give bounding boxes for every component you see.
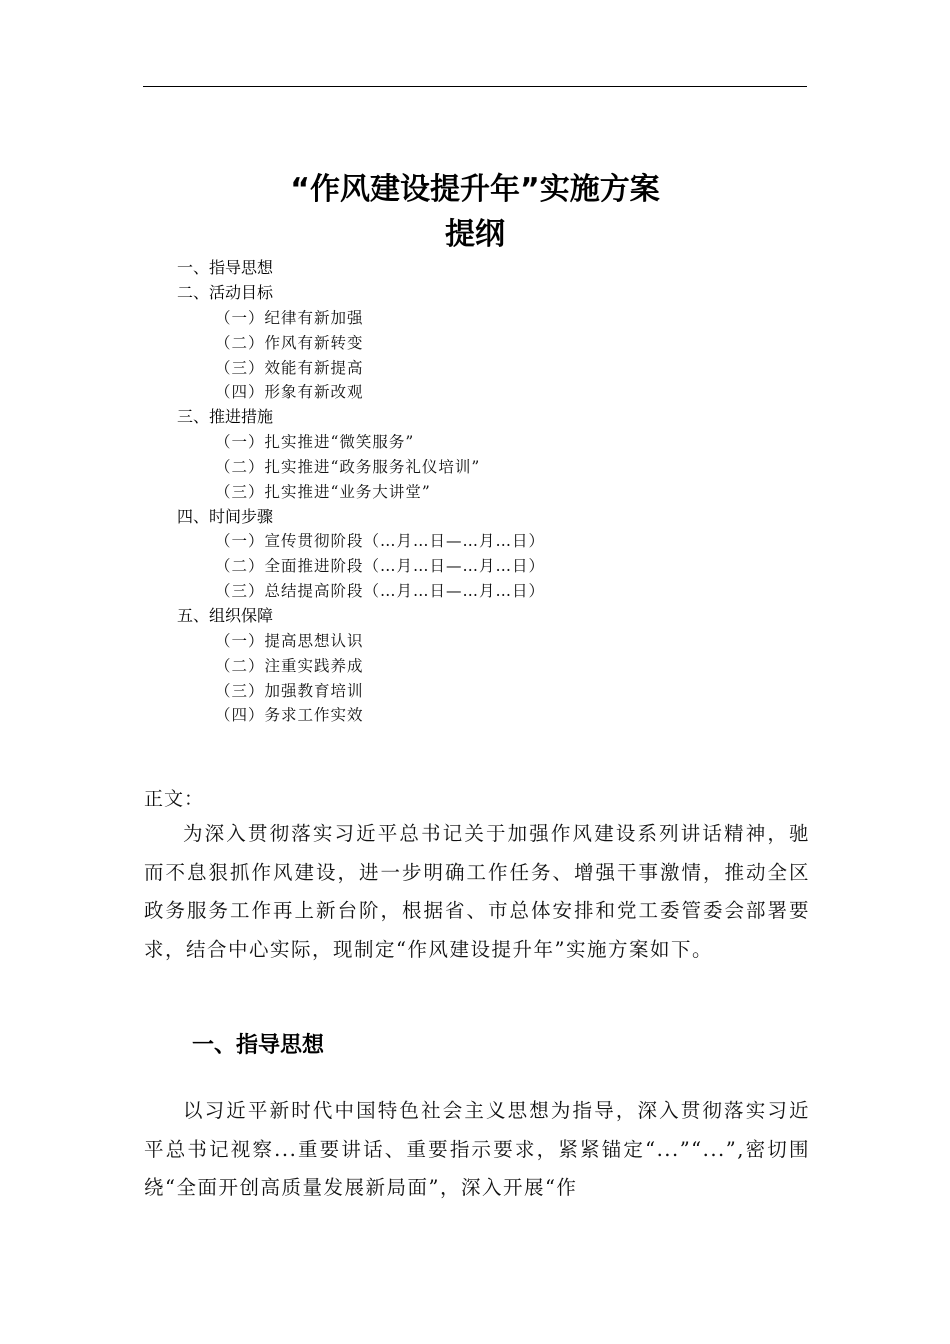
outline-item: （一）提高思想认识	[215, 632, 364, 650]
outline-section: 四、时间步骤	[177, 507, 274, 526]
intro-paragraph: 为深入贯彻落实习近平总书记关于加强作风建设系列讲话精神，驰而不息狠抓作风建设，进一步明确工作任务、增强干事激情，推动全区政务服务工作再上新台阶，根据省、市总体安排和党工委管委会部署要求，结合中心实际，现制定“作风建设提升年”实施方案如下。	[144, 822, 810, 961]
outline-section: 五、组织保障	[177, 606, 274, 625]
outline-item: （三）加强教育培训	[215, 682, 364, 700]
outline-item: （一）扎实推进“微笑服务”	[215, 433, 415, 451]
outline-section: 三、推进措施	[177, 407, 274, 426]
outline-item: （四）务求工作实效	[215, 706, 364, 724]
outline-section: 一、指导思想	[177, 258, 274, 277]
outline-item: （三）扎实推进“业务大讲堂”	[215, 483, 431, 501]
header-rule	[143, 86, 807, 87]
outline-item: （三）总结提高阶段（…月…日—…月…日）	[215, 582, 546, 600]
document-title: “作风建设提升年”实施方案	[290, 172, 660, 207]
outline-item: （一）纪律有新加强	[215, 309, 364, 327]
body-label: 正文：	[144, 788, 205, 810]
document-subtitle: 提纲	[445, 217, 505, 252]
outline-item: （二）注重实践养成	[215, 657, 364, 675]
outline-item: （二）全面推进阶段（…月…日—…月…日）	[215, 557, 546, 575]
outline-section: 二、活动目标	[177, 283, 274, 302]
section-paragraph: 以习近平新时代中国特色社会主义思想为指导，深入贯彻落实习近平总书记视察...重要讲话、重要指示要求，紧紧锚定“...”“...”,密切围绕“全面开创高质量发展新局面”，深入开展“作	[144, 1099, 810, 1199]
outline-item: （四）形象有新改观	[215, 383, 364, 401]
outline-item: （一）宣传贯彻阶段（…月…日—…月…日）	[215, 532, 546, 550]
outline-item: （二）扎实推进“政务服务礼仪培训”	[215, 458, 481, 476]
outline-item: （三）效能有新提高	[215, 359, 364, 377]
outline-item: （二）作风有新转变	[215, 334, 364, 352]
section-heading: 一、指导思想	[192, 1033, 325, 1058]
